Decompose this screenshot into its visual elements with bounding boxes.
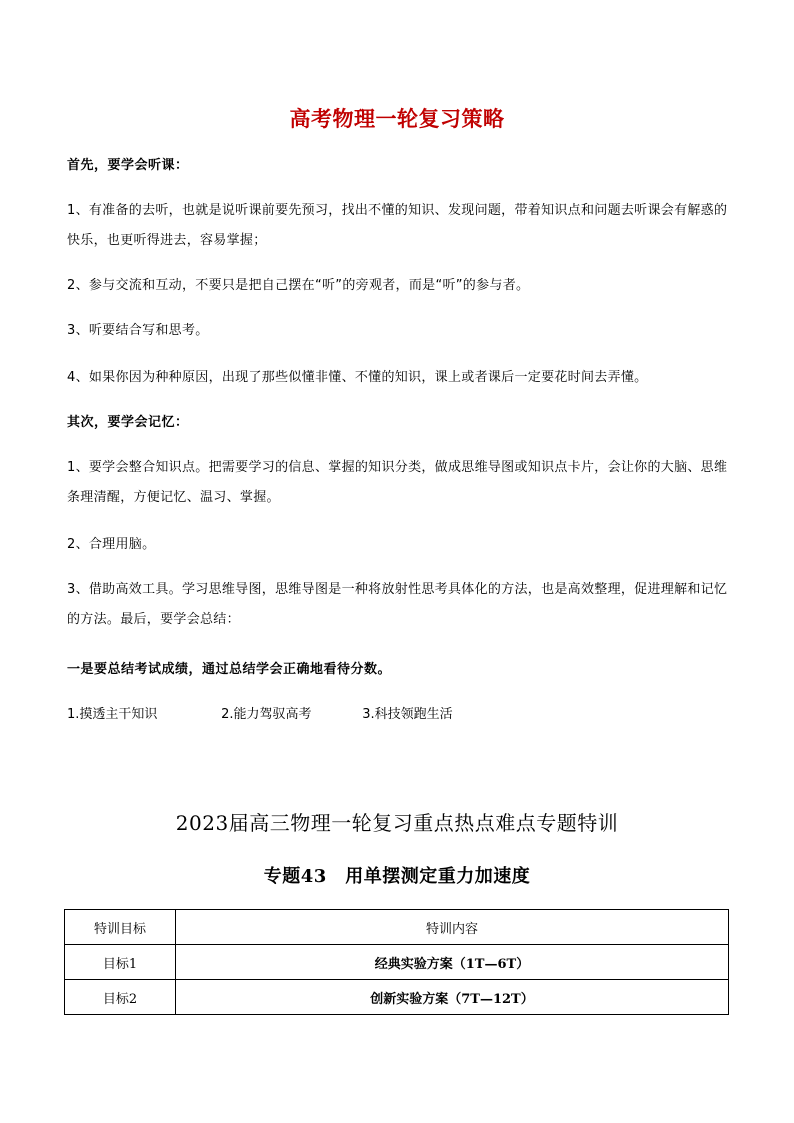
summary-heading: 一是要总结考试成绩，通过总结学会正确地看待分数。 bbox=[67, 662, 392, 677]
table-header-row bbox=[65, 910, 729, 945]
training-goals-table bbox=[64, 909, 729, 1015]
table-cell: 创新实验方案（7T—12T） bbox=[176, 980, 729, 1015]
table-cell: 目标2 bbox=[65, 980, 176, 1015]
table-cell: 目标1 bbox=[65, 945, 176, 980]
paragraph-memory-1: 1、要学会整合知识点。把需要学习的信息、掌握的知识分类，做成思维导图或知识点卡片，会让你的大脑、思维条理清醒，方便记忆、温习、掌握。 bbox=[67, 460, 728, 505]
paragraph-listening-1: 1、有准备的去听，也就是说听课前要先预习，找出不懂的知识、发现问题，带着知识点和问题去听课会有解惑的快乐，也更听得进去，容易掌握； bbox=[67, 203, 728, 248]
table-row bbox=[65, 980, 729, 1015]
table-cell: 经典实验方案（1T—6T） bbox=[176, 945, 729, 980]
section-heading-memory: 其次，要学会记忆： bbox=[67, 415, 189, 430]
section-heading-listening: 首先，要学会听课： bbox=[67, 158, 189, 173]
pillar-item: 3.科技领跑生活 bbox=[362, 707, 453, 722]
paragraph-memory-2: 2、合理用脑。 bbox=[67, 537, 156, 552]
series-title: 2023届高三物理一轮复习重点热点难点专题特训 bbox=[175, 811, 619, 835]
document-title: 高考物理一轮复习策略 bbox=[289, 107, 505, 131]
pillar-item: 2.能力驾驭高考 bbox=[221, 707, 312, 722]
paragraph-listening-3: 3、听要结合写和思考。 bbox=[67, 323, 209, 338]
paragraph-memory-3: 3、借助高效工具。学习思维导图，思维导图是一种将放射性思考具体化的方法，也是高效整理，促进理解和记忆的方法。最后，要学会总结： bbox=[67, 582, 728, 627]
pillars-line bbox=[67, 703, 453, 722]
paragraph-listening-2: 2、参与交流和互动，不要只是把自己摆在“听”的旁观者，而是“听”的参与者。 bbox=[67, 278, 530, 293]
table-header-cell: 特训目标 bbox=[65, 910, 176, 945]
topic-title: 专题43 用单摆测定重力加速度 bbox=[263, 866, 531, 887]
table-header-cell: 特训内容 bbox=[176, 910, 729, 945]
table-row bbox=[65, 945, 729, 980]
pillar-item: 1.摸透主干知识 bbox=[67, 707, 158, 722]
paragraph-listening-4: 4、如果你因为种种原因，出现了那些似懂非懂、不懂的知识，课上或者课后一定要花时间去弄懂。 bbox=[67, 370, 648, 385]
